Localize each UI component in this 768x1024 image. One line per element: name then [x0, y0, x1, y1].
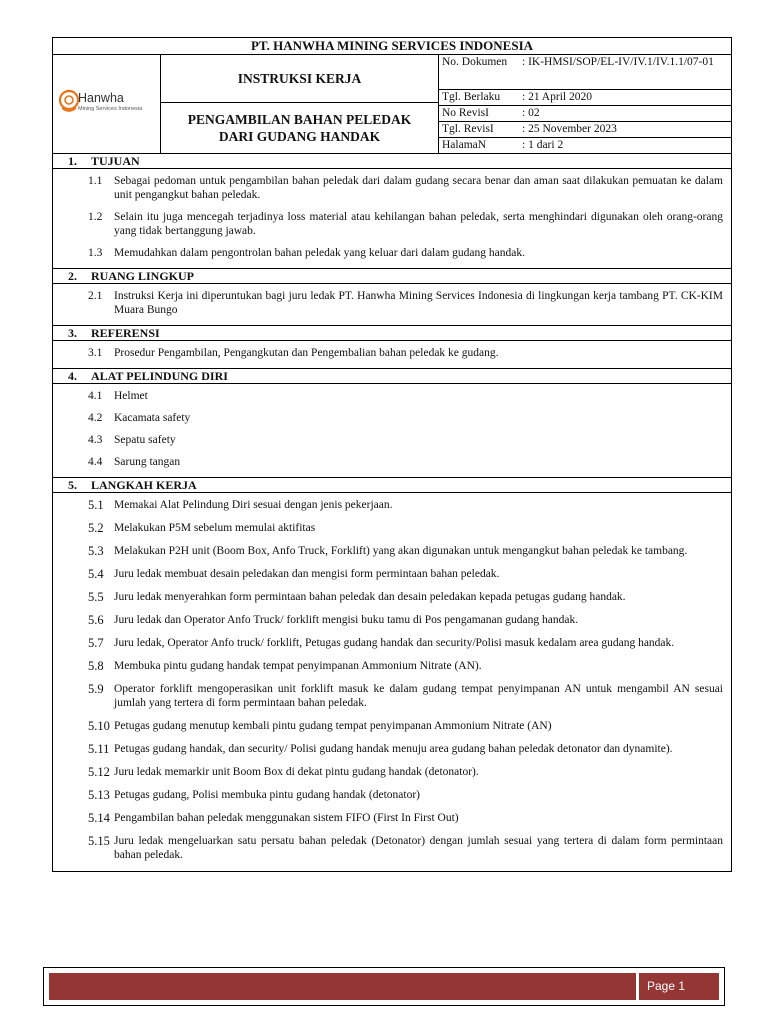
section-body — [53, 341, 731, 369]
section-body — [53, 493, 731, 862]
meta-row — [439, 122, 731, 138]
meta-row — [439, 106, 731, 122]
item-number: 2.1 — [88, 290, 103, 302]
title-cell — [161, 55, 439, 153]
logo-cell — [53, 55, 161, 153]
item-text: Prosedur Pengambilan, Pengangkutan dan Pengembalian bahan peledak ke gudang. — [114, 347, 499, 359]
section-heading — [53, 154, 731, 169]
meta-key: No RevisI — [442, 107, 489, 119]
item-number: 5.10 — [88, 719, 110, 733]
list-item — [53, 742, 731, 756]
section-heading — [53, 326, 731, 341]
doc-title-line-1: PENGAMBILAN BAHAN PELEDAK — [187, 112, 412, 127]
section-heading — [53, 478, 731, 493]
section-number: 2. — [68, 269, 77, 283]
list-item — [53, 210, 731, 238]
doc-type: INSTRUKSI KERJA — [161, 55, 438, 103]
item-text: Kacamata safety — [114, 412, 191, 424]
meta-row — [439, 55, 731, 90]
section-body — [53, 284, 731, 326]
list-item — [53, 788, 731, 802]
item-text: Sepatu safety — [114, 434, 176, 446]
item-number: 3.1 — [88, 347, 103, 359]
logo-name: Hanwha — [78, 91, 124, 105]
section-body — [53, 384, 731, 478]
list-item — [53, 834, 731, 862]
item-number: 5.11 — [88, 742, 110, 756]
item-number: 5.5 — [88, 590, 104, 604]
item-text: Sarung tangan — [114, 456, 181, 468]
item-number: 5.14 — [88, 811, 110, 825]
section-number: 3. — [68, 326, 77, 340]
section-title: REFERENSI — [91, 326, 160, 340]
item-number: 5.1 — [88, 498, 104, 512]
item-text: Membuka pintu gudang handak tempat penyimpanan Ammonium Nitrate (AN). — [114, 660, 482, 672]
item-number: 5.8 — [88, 659, 104, 673]
list-item — [53, 765, 731, 779]
doc-title — [161, 103, 438, 153]
item-number: 5.3 — [88, 544, 104, 558]
item-number: 4.1 — [88, 390, 103, 402]
item-number: 4.2 — [88, 412, 103, 424]
item-text: Juru ledak menyerahkan form permintaan bahan peledak dan desain peledakan kepada petugas gudang handak. — [114, 591, 626, 603]
meta-key: Tgl. Berlaku — [442, 91, 501, 103]
item-number: 5.7 — [88, 636, 104, 650]
meta-value: : 02 — [522, 107, 540, 119]
meta-value: : 21 April 2020 — [522, 91, 592, 103]
footer-bar — [49, 973, 636, 1000]
list-item — [53, 636, 731, 650]
meta-key: HalamaN — [442, 139, 487, 151]
item-number: 5.15 — [88, 834, 110, 848]
item-text: Petugas gudang, Polisi membuka pintu gudang handak (detonator) — [114, 789, 420, 801]
item-text: Juru ledak dan Operator Anfo Truck/ forklift mengisi buku tamu di Pos pengamanan gudang handak. — [114, 614, 579, 626]
section-number: 4. — [68, 369, 77, 383]
meta-value: : IK-HMSI/SOP/EL-IV/IV.1/IV.1.1/07-01 — [522, 56, 714, 68]
item-number: 1.1 — [88, 175, 103, 187]
list-item — [53, 455, 731, 469]
list-item — [53, 567, 731, 581]
list-item — [53, 433, 731, 447]
item-text: Sebagai pedoman untuk pengambilan bahan peledak dari dalam gudang secara benar dan aman saat dilakukan pemuatan ke dalam unit pengangkut bahan peledak. — [114, 175, 723, 201]
section-number: 5. — [68, 478, 77, 492]
item-text: Juru ledak membuat desain peledakan dan mengisi form permintaan bahan peledak. — [114, 568, 500, 580]
section-title: RUANG LINGKUP — [91, 269, 195, 283]
item-text: Petugas gudang handak, dan security/ Polisi gudang handak menuju area gudang bahan peledak detonator dan dynamite). — [114, 743, 673, 755]
list-item — [53, 613, 731, 627]
list-item — [53, 411, 731, 425]
item-number: 5.6 — [88, 613, 104, 627]
document-frame — [52, 37, 732, 872]
list-item — [53, 659, 731, 673]
list-item — [53, 544, 731, 558]
item-text: Helmet — [114, 390, 148, 402]
item-text: Juru ledak mengeluarkan satu persatu bahan peledak (Detonator) dengan jumlah sesuai yang tertera di dalam form permintaan bahan peledak. — [114, 835, 723, 861]
list-item — [53, 174, 731, 202]
item-number: 5.13 — [88, 788, 110, 802]
item-text: Juru ledak memarkir unit Boom Box di dekat pintu gudang handak (detonator). — [114, 766, 479, 778]
item-text: Pengambilan bahan peledak menggunakan sistem FIFO (First In First Out) — [114, 812, 459, 824]
list-item — [53, 289, 731, 317]
section-heading — [53, 369, 731, 384]
item-number: 4.4 — [88, 456, 103, 468]
list-item — [53, 246, 731, 260]
list-item — [53, 811, 731, 825]
item-number: 5.12 — [88, 765, 110, 779]
doc-title-line-2: DARI GUDANG HANDAK — [218, 129, 381, 144]
document-header — [53, 55, 731, 154]
logo-subtitle: Mining Services Indonesia — [78, 106, 143, 112]
page-footer — [43, 967, 725, 1006]
item-number: 4.3 — [88, 434, 103, 446]
meta-row — [439, 90, 731, 106]
meta-row — [439, 138, 731, 153]
list-item — [53, 719, 731, 733]
list-item — [53, 346, 731, 360]
item-text: Juru ledak, Operator Anfo truck/ forklift, Petugas gudang handak dan security/Polisi masuk kedalam area gudang handak. — [114, 637, 675, 649]
doc-meta-table — [439, 55, 731, 153]
item-number: 5.9 — [88, 682, 104, 696]
item-text: Instruksi Kerja ini diperuntukan bagi juru ledak PT. Hanwha Mining Services Indonesia di lingkungan kerja tambang PT. CK-KIM Muara Bungo — [114, 290, 723, 316]
item-text: Melakukan P2H unit (Boom Box, Anfo Truck, Forklift) yang akan digunakan untuk mengangkut bahan peledak ke tambang. — [114, 545, 688, 557]
item-text: Memudahkan dalam pengontrolan bahan peledak yang keluar dari dalam gudang handak. — [114, 247, 525, 259]
item-number: 1.2 — [88, 211, 103, 223]
page-number: Page 1 — [639, 973, 719, 1000]
meta-value: : 1 dari 2 — [522, 139, 564, 151]
section-body — [53, 169, 731, 269]
item-number: 5.2 — [88, 521, 104, 535]
meta-key: No. Dokumen — [442, 56, 508, 68]
item-number: 1.3 — [88, 247, 103, 259]
item-text: Memakai Alat Pelindung Diri sesuai dengan jenis pekerjaan. — [114, 499, 393, 511]
list-item — [53, 498, 731, 512]
item-number: 5.4 — [88, 567, 104, 581]
meta-value: : 25 November 2023 — [522, 123, 617, 135]
item-text: Melakukan P5M sebelum memulai aktifitas — [114, 522, 316, 534]
list-item — [53, 682, 731, 710]
list-item — [53, 521, 731, 535]
section-title: TUJUAN — [91, 154, 140, 168]
item-text: Petugas gudang menutup kembali pintu gudang tempat penyimpanan Ammonium Nitrate (AN) — [114, 720, 552, 732]
item-text: Selain itu juga mencegah terjadinya loss material atau kehilangan bahan peledak, serta menghindari digunakan oleh orang-orang yang tidak bertanggung jawab. — [114, 211, 723, 237]
list-item — [53, 389, 731, 403]
company-name: PT. HANWHA MINING SERVICES INDONESIA — [53, 38, 731, 55]
list-item — [53, 590, 731, 604]
section-heading — [53, 269, 731, 284]
document-body — [53, 154, 731, 862]
section-title: ALAT PELINDUNG DIRI — [91, 369, 228, 383]
section-number: 1. — [68, 154, 77, 168]
item-text: Operator forklift mengoperasikan unit forklift masuk ke dalam gudang tempat penyimpanan AN untuk mengambil AN sesuai jumlah yang tertera di form permintaan bahan peledak. — [114, 683, 723, 709]
meta-key: Tgl. RevisI — [442, 123, 494, 135]
section-title: LANGKAH KERJA — [91, 478, 197, 492]
